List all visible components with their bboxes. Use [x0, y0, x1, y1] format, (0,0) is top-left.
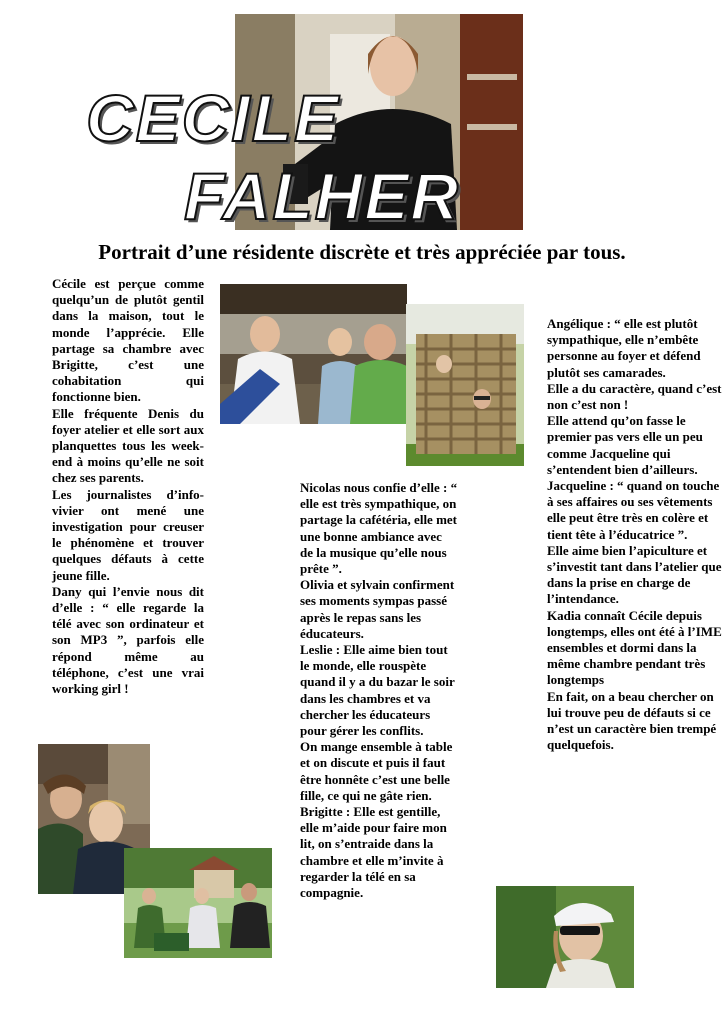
- right-paragraph: Elle a du caractère, quand c’est non c’est non !: [547, 380, 722, 413]
- fence-photo: [406, 304, 524, 466]
- left-paragraph: Les journalistes d’info-vivier ont mené une investigation pour creuser le phénomène et trouver quelques défauts à cette jeune fille.: [52, 486, 204, 583]
- page-subtitle: Portrait d’une résidente discrète et très appréciée par tous.: [98, 240, 626, 264]
- right-paragraph: Angélique : “ elle est plutôt sympathique, elle n’embête personne au foyer et défend plutôt ses camarades.: [547, 316, 701, 380]
- right-paragraph: Elle attend qu’on fasse le premier pas vers elle un peu comme Jacqueline qui s’entendent bien d’ailleurs.: [547, 413, 703, 477]
- left-paragraph: Cécile est perçue comme quelqu’un de plutôt gentil dans la maison, tout le monde l’apprécie. Elle partage sa chambre avec Brigitte, c’est une cohabitation qui fonctionne bien.: [52, 276, 204, 405]
- right-column: [547, 316, 723, 753]
- left-paragraph: Dany qui l’envie nous dit d’elle : “ elle regarde la télé avec son ordinateur et son MP3 ”, parfois elle répond même au téléphone, c’est une vrai working girl !: [52, 583, 204, 697]
- right-paragraph: En fait, on a beau chercher on lui trouve peu de défauts si ce n’est un caractère bien trempé quelquefois.: [547, 688, 717, 753]
- cap-sunglasses-photo: [496, 886, 634, 988]
- right-paragraph: Elle aime bien l’apiculture et s’investit tant dans l’atelier que dans la prise en charge de l’intendance.: [547, 542, 722, 607]
- left-column: [52, 276, 204, 697]
- title-falher: FALHER: [184, 159, 460, 233]
- title-cecile: CECILE: [86, 81, 341, 155]
- middle-column: [300, 480, 458, 901]
- right-paragraph: Jacqueline : “ quand on touche à ses affaires ou ses vêtements elle peut être très en colère et tient tête à l’éducatrice ”.: [547, 478, 720, 542]
- middle-paragraph: Nicolas nous confie d’elle : “ elle est très sympathique, on partage la cafétéria, elle met une bonne ambiance avec de la musique qu’elle nous prête ”.: [300, 480, 458, 577]
- middle-paragraph: Olivia et sylvain confirment ses moments sympas passé après le repas sans les éducateurs.: [300, 577, 455, 641]
- middle-paragraph: Leslie : Elle aime bien tout le monde, elle rouspète quand il y a du bazar le soir dans les chambres et va chercher les éducateurs pour gérer les conflits.: [300, 642, 455, 739]
- left-paragraph: Elle fréquente Denis du foyer atelier et elle sort aux planquettes tous les week-end à moins qu’elle ne soit chez ses parents.: [52, 405, 204, 486]
- garden-group-photo: [124, 848, 272, 958]
- group-photo: [220, 284, 407, 424]
- middle-paragraph: On mange ensemble à table et on discute et puis il faut être honnête c’est une belle fille, ce qui ne gâte rien.: [300, 739, 453, 803]
- middle-paragraph: Brigitte : Elle est gentille, elle m’aide pour faire mon lit, on s’entraide dans la chambre et elle m’invite à regarder la télé en sa compagnie.: [300, 804, 447, 901]
- right-paragraph: Kadia connaît Cécile depuis longtemps, elles ont été à l’IME ensembles et dormi dans la même chambre pendant très longtemps: [547, 607, 722, 688]
